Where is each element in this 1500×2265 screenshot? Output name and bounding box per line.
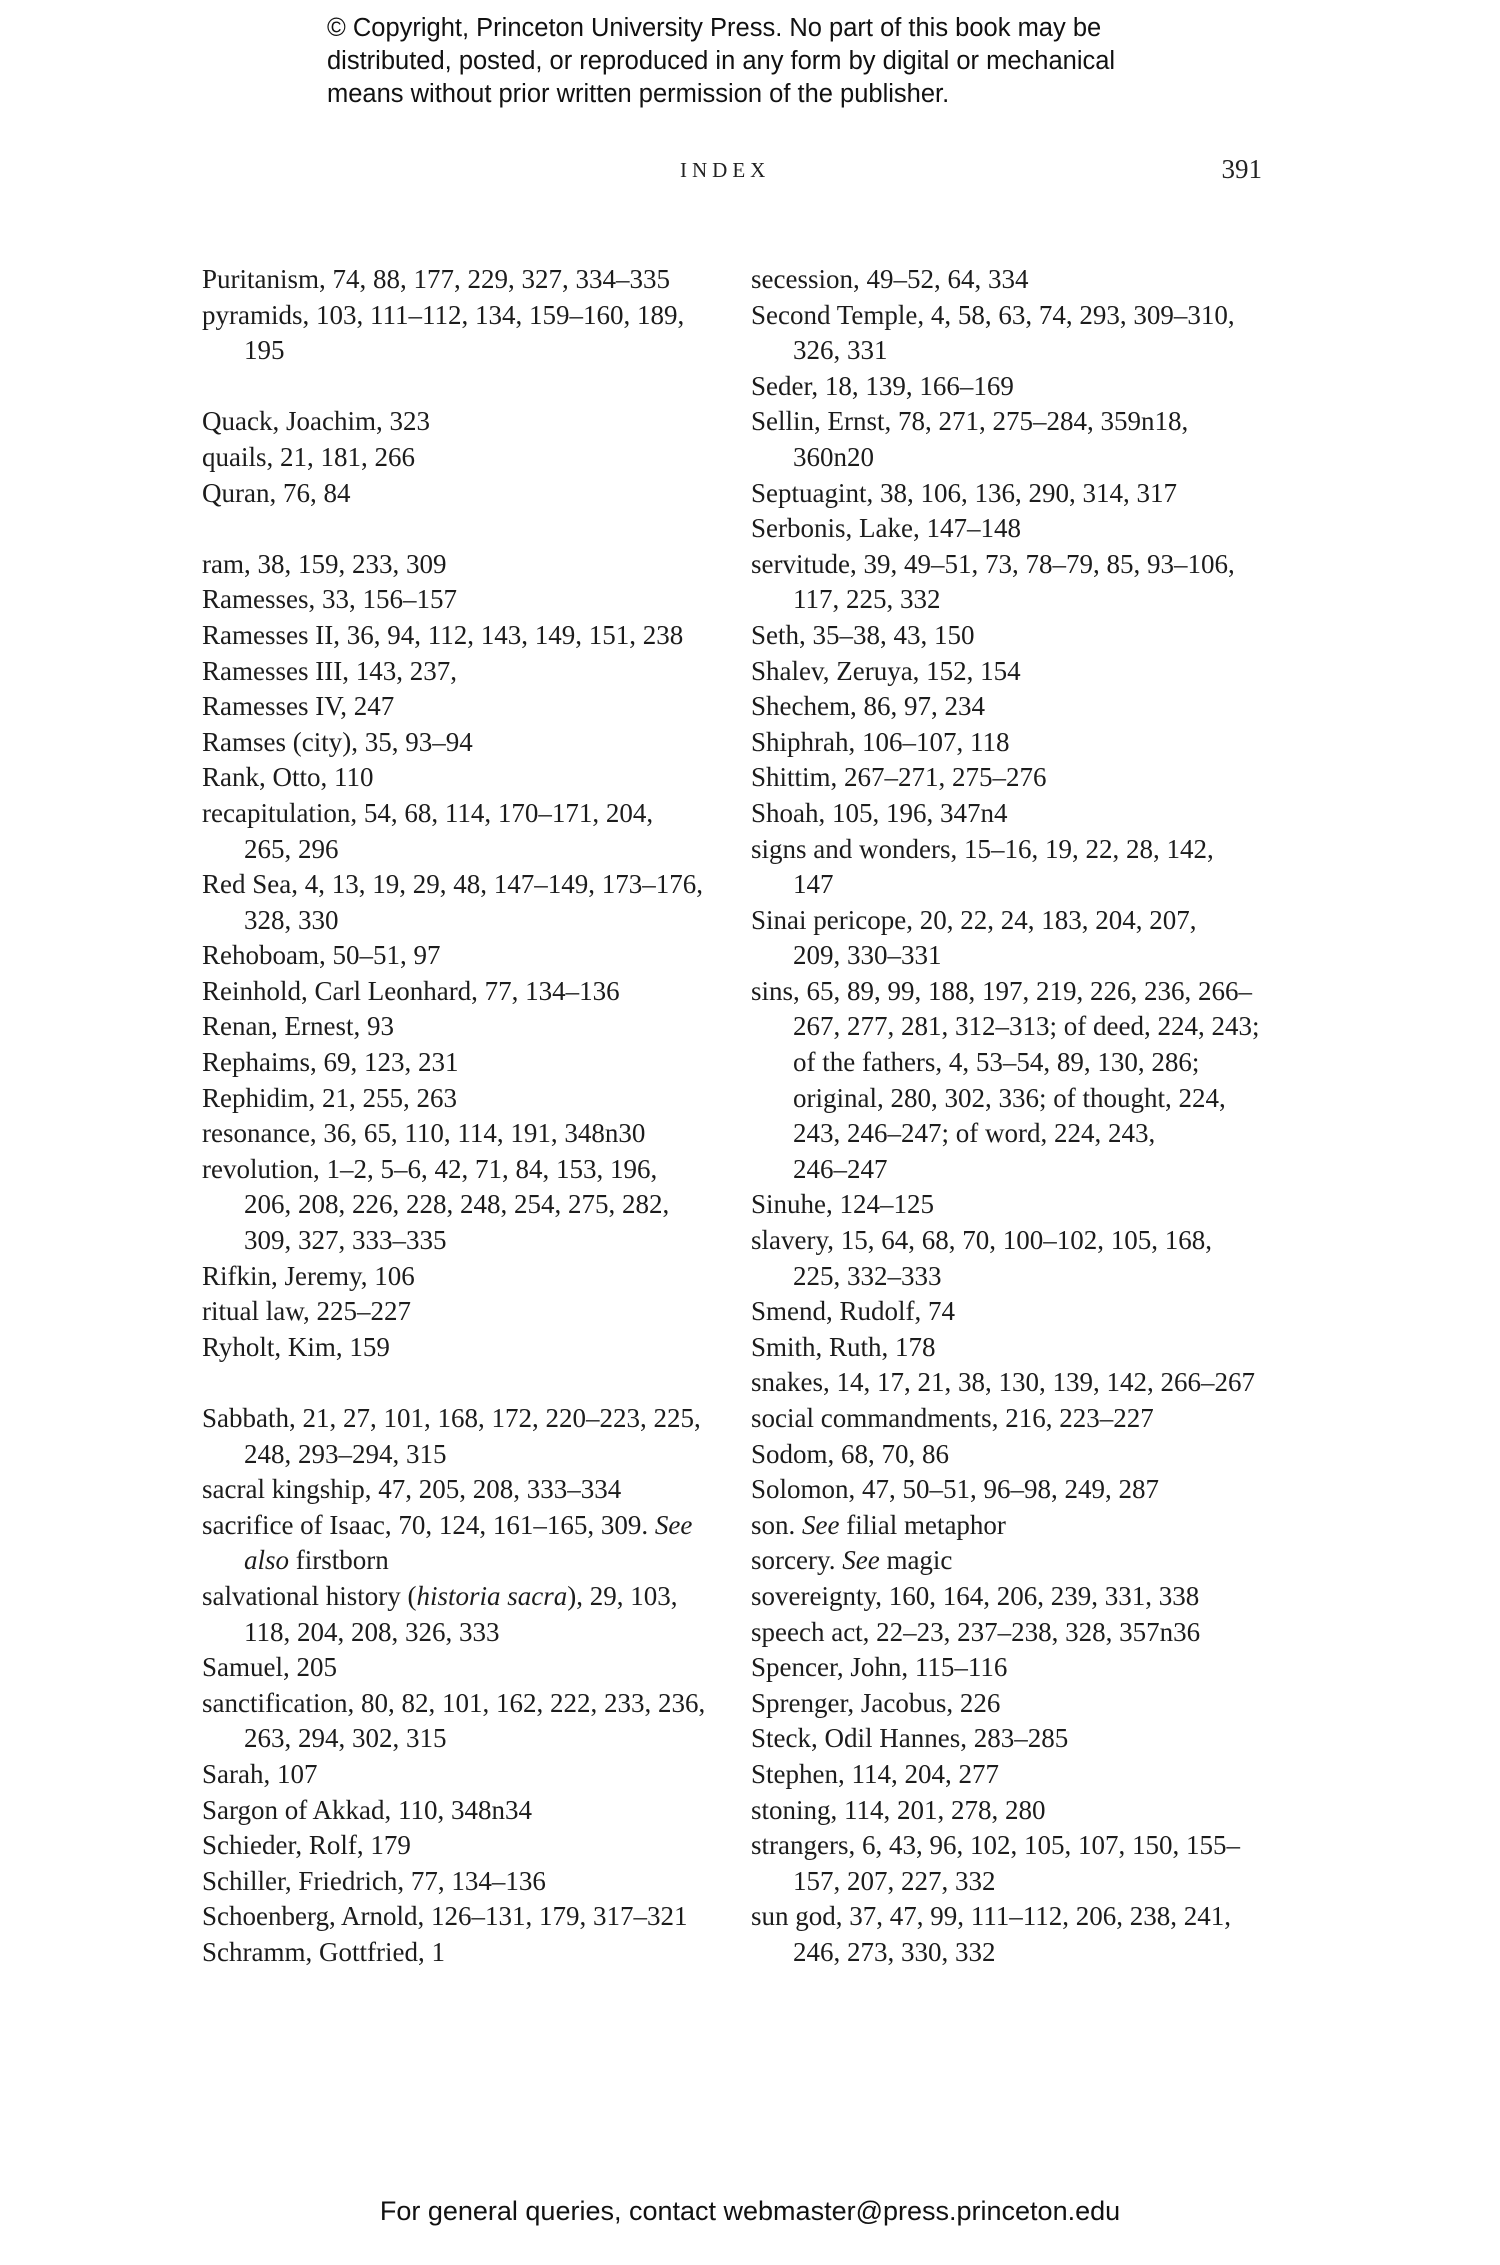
index-text: Sinai pericope, 20, 22, 24, 183, 204, 207,	[751, 904, 1197, 935]
index-text: Schieder, Rolf, 179	[202, 1830, 411, 1861]
index-entry	[202, 1579, 722, 1650]
index-entry-line	[202, 1935, 722, 1971]
index-text: secession, 49–52, 64, 334	[751, 264, 1029, 294]
index-entry-line	[202, 760, 722, 796]
index-entry	[751, 1330, 1296, 1366]
index-entry-continuation	[751, 440, 1296, 476]
index-text: 328, 330	[244, 904, 339, 935]
index-entry-continuation	[202, 1721, 722, 1757]
index-entry-line	[751, 654, 1296, 690]
index-column-left	[202, 262, 722, 1971]
index-entry-line	[751, 476, 1296, 512]
index-entry-line	[751, 1615, 1296, 1651]
index-entry-line	[751, 974, 1296, 1010]
index-text: Ramesses, 33, 156–157	[202, 584, 457, 615]
index-entry-line	[751, 618, 1296, 654]
index-entry-continuation	[202, 1543, 722, 1579]
index-text: 248, 293–294, 315	[244, 1438, 447, 1469]
index-text: Schiller, Friedrich, 77, 134–136	[202, 1865, 546, 1896]
index-entry	[751, 1437, 1296, 1473]
index-entry-line	[751, 404, 1296, 440]
index-text: Ramesses II, 36, 94, 112, 143, 149, 151, 238	[202, 619, 684, 650]
index-entry-line	[751, 1294, 1296, 1330]
index-text: Steck, Odil Hannes, 283–285	[751, 1723, 1069, 1754]
index-entry-line	[202, 298, 722, 334]
index-entry-continuation	[202, 903, 722, 939]
index-entry-line	[751, 689, 1296, 725]
index-text: 157, 207, 227, 332	[793, 1865, 996, 1896]
copyright-line: distributed, posted, or reproduced in any form by digital or mechanical	[327, 47, 1116, 75]
index-entry-line	[202, 796, 722, 832]
index-text: 267, 277, 281, 312–313; of deed, 224, 243;	[793, 1011, 1260, 1042]
index-entry	[751, 1793, 1296, 1829]
index-entry	[751, 903, 1296, 974]
index-entry-continuation	[751, 867, 1296, 903]
index-column-right	[751, 262, 1296, 1971]
index-text: 309, 327, 333–335	[244, 1225, 447, 1256]
index-text: Sprenger, Jacobus, 226	[751, 1687, 1001, 1718]
index-entry-line	[202, 1828, 722, 1864]
index-entry-line	[202, 547, 722, 583]
index-text: sun god, 37, 47, 99, 111–112, 206, 238, 241,	[751, 1901, 1232, 1932]
index-text: 243, 246–247; of word, 224, 243,	[793, 1118, 1156, 1149]
index-text: Sabbath, 21, 27, 101, 168, 172, 220–223, 225,	[202, 1403, 701, 1433]
page-number: 391	[1221, 154, 1262, 184]
index-entry	[202, 974, 722, 1010]
index-text: 147	[793, 869, 834, 900]
index-text: 326, 331	[793, 335, 888, 366]
index-text: Rephaims, 69, 123, 231	[202, 1047, 459, 1078]
index-italic-text: See	[842, 1545, 880, 1576]
index-entry	[751, 476, 1296, 512]
index-text: sacral kingship, 47, 205, 208, 333–334	[202, 1474, 622, 1505]
index-text: Septuagint, 38, 106, 136, 290, 314, 317	[751, 477, 1177, 508]
index-entry-line	[751, 1899, 1296, 1935]
index-text: slavery, 15, 64, 68, 70, 100–102, 105, 168,	[751, 1225, 1212, 1256]
index-entry	[202, 440, 722, 476]
index-entry	[751, 1187, 1296, 1223]
index-entry	[202, 476, 722, 512]
index-entry-line	[751, 903, 1296, 939]
index-entry	[751, 1543, 1296, 1579]
index-entry	[202, 1828, 722, 1864]
index-text: Shoah, 105, 196, 347n4	[751, 797, 1008, 828]
index-entry	[202, 618, 722, 654]
index-entry-line	[751, 1365, 1296, 1401]
index-entry	[751, 511, 1296, 547]
index-entry-continuation	[202, 1615, 722, 1651]
index-entry-line	[751, 262, 1296, 298]
index-entry	[202, 1116, 722, 1152]
copyright-line: © Copyright, Princeton University Press. No part of this book may be	[327, 14, 1102, 42]
index-entry	[751, 1223, 1296, 1294]
index-entry-line	[202, 725, 722, 761]
index-entry	[751, 760, 1296, 796]
index-entry	[202, 1152, 722, 1259]
index-entry	[202, 1472, 722, 1508]
index-text: revolution, 1–2, 5–6, 42, 71, 84, 153, 196,	[202, 1153, 658, 1184]
index-text: Quack, Joachim, 323	[202, 406, 430, 437]
index-text: pyramids, 103, 111–112, 134, 159–160, 189,	[202, 299, 685, 330]
index-entry-line	[751, 725, 1296, 761]
index-text: Serbonis, Lake, 147–148	[751, 513, 1021, 544]
index-entry	[751, 1686, 1296, 1722]
index-text: resonance, 36, 65, 110, 114, 191, 348n30	[202, 1118, 646, 1149]
index-entry-line	[202, 1899, 722, 1935]
index-entry-line	[202, 1757, 722, 1793]
index-entry-line	[751, 1472, 1296, 1508]
index-text: firstborn	[289, 1545, 389, 1576]
index-entry	[202, 1045, 722, 1081]
index-text: 225, 332–333	[793, 1260, 942, 1291]
index-text: Rephidim, 21, 255, 263	[202, 1082, 457, 1113]
index-text: sacrifice of Isaac, 70, 124, 161–165, 309.	[202, 1509, 655, 1540]
index-text: Sinuhe, 124–125	[751, 1189, 935, 1220]
index-entry-continuation	[751, 1152, 1296, 1188]
index-entry	[202, 796, 722, 867]
index-entry-continuation	[751, 1081, 1296, 1117]
index-entry-line	[202, 654, 722, 690]
copyright-line: means without prior written permission of the publisher.	[327, 80, 950, 108]
index-text: Stephen, 114, 204, 277	[751, 1758, 999, 1789]
index-entry	[202, 1081, 722, 1117]
index-entry-continuation	[202, 832, 722, 868]
copyright-notice	[327, 12, 1227, 111]
index-entry	[751, 1615, 1296, 1651]
index-text: Shiphrah, 106–107, 118	[751, 726, 1010, 757]
index-entry	[751, 547, 1296, 618]
index-entry-line	[751, 832, 1296, 868]
index-entry-line	[751, 511, 1296, 547]
index-text: Ryholt, Kim, 159	[202, 1331, 390, 1362]
index-entry	[751, 1472, 1296, 1508]
index-entry-line	[202, 1009, 722, 1045]
index-text: signs and wonders, 15–16, 19, 22, 28, 142,	[751, 833, 1214, 864]
index-entry-line	[202, 689, 722, 725]
index-text: Second Temple, 4, 58, 63, 74, 293, 309–310,	[751, 299, 1235, 330]
index-entry-line	[202, 1045, 722, 1081]
index-entry-continuation	[202, 333, 722, 369]
index-entry-line	[202, 1152, 722, 1188]
index-text: Schramm, Gottfried, 1	[202, 1936, 445, 1967]
index-text: 195	[244, 335, 285, 366]
index-entry	[751, 796, 1296, 832]
index-entry	[202, 1864, 722, 1900]
index-entry-continuation	[202, 1437, 722, 1473]
index-entry	[751, 1650, 1296, 1686]
index-entry	[202, 298, 722, 369]
index-text: 246, 273, 330, 332	[793, 1936, 996, 1967]
index-entry-line	[202, 618, 722, 654]
index-entry-line	[202, 1330, 722, 1366]
index-entry-line	[751, 1508, 1296, 1544]
index-text: Ramesses III, 143, 237,	[202, 655, 457, 686]
index-entry	[751, 689, 1296, 725]
index-entry	[202, 1508, 722, 1579]
index-text: ritual law, 225–227	[202, 1296, 411, 1327]
index-entry-line	[202, 440, 722, 476]
index-entry-line	[202, 1401, 722, 1437]
index-text: Seder, 18, 139, 166–169	[751, 370, 1014, 401]
index-entry	[202, 760, 722, 796]
index-entry-line	[751, 1223, 1296, 1259]
index-text: Rank, Otto, 110	[202, 762, 374, 793]
index-entry-line	[202, 938, 722, 974]
index-italic-text: historia sacra	[416, 1580, 568, 1611]
index-text: social commandments, 216, 223–227	[751, 1403, 1154, 1433]
index-entry	[751, 298, 1296, 369]
index-text: Samuel, 205	[202, 1652, 337, 1683]
index-entry	[202, 1686, 722, 1757]
index-entry-line	[202, 1259, 722, 1295]
index-entry	[751, 654, 1296, 690]
index-entry	[751, 1365, 1296, 1401]
index-entry-line	[751, 1721, 1296, 1757]
index-text: recapitulation, 54, 68, 114, 170–171, 204,	[202, 797, 654, 828]
index-entry-line	[202, 476, 722, 512]
index-entry-line	[202, 582, 722, 618]
index-entry-line	[202, 1472, 722, 1508]
index-entry	[202, 654, 722, 690]
index-text: ), 29, 103,	[567, 1580, 678, 1611]
index-entry	[202, 1899, 722, 1935]
index-entry-continuation	[751, 1116, 1296, 1152]
index-text: speech act, 22–23, 237–238, 328, 357n36	[751, 1616, 1201, 1647]
index-entry	[202, 262, 722, 298]
index-entry	[202, 1259, 722, 1295]
index-entry-continuation	[751, 1009, 1296, 1045]
index-text: quails, 21, 181, 266	[202, 441, 415, 472]
index-text: salvational history (	[202, 1580, 417, 1611]
index-entry-line	[202, 404, 722, 440]
index-entry-line	[202, 1508, 722, 1544]
index-text: snakes, 14, 17, 21, 38, 130, 139, 142, 266–267	[751, 1367, 1255, 1398]
index-entry-line	[751, 1437, 1296, 1473]
index-italic-text: See	[802, 1509, 840, 1540]
index-text: sins, 65, 89, 99, 188, 197, 219, 226, 236, 266–	[751, 975, 1253, 1006]
index-entry	[202, 547, 722, 583]
index-text: 246–247	[793, 1153, 888, 1184]
index-entry	[202, 867, 722, 938]
index-text: strangers, 6, 43, 96, 102, 105, 107, 150, 155–	[751, 1830, 1240, 1861]
index-entry-continuation	[751, 938, 1296, 974]
index-entry-line	[751, 298, 1296, 334]
index-entry	[751, 369, 1296, 405]
index-entry	[202, 1793, 722, 1829]
index-text: Reinhold, Carl Leonhard, 77, 134–136	[202, 975, 620, 1006]
index-text: Ramesses IV, 247	[202, 691, 395, 722]
index-text: ram, 38, 159, 233, 309	[202, 548, 447, 579]
index-entry-line	[751, 1686, 1296, 1722]
index-text: 265, 296	[244, 833, 339, 864]
index-entry-continuation	[202, 1187, 722, 1223]
index-entry	[751, 262, 1296, 298]
index-text: Spencer, John, 115–116	[751, 1652, 1008, 1683]
index-entry-line	[202, 1081, 722, 1117]
index-entry	[751, 1899, 1296, 1970]
index-entry-line	[202, 1864, 722, 1900]
index-text: Sarah, 107	[202, 1758, 318, 1789]
index-text: Sodom, 68, 70, 86	[751, 1438, 950, 1469]
index-entry	[751, 404, 1296, 475]
index-text: sanctification, 80, 82, 101, 162, 222, 233, 236,	[202, 1687, 706, 1718]
index-entry-line	[202, 1294, 722, 1330]
index-entry-line	[202, 1686, 722, 1722]
index-entry-continuation	[751, 333, 1296, 369]
index-entry-line	[202, 262, 722, 298]
index-entry	[751, 1757, 1296, 1793]
index-entry-line	[751, 1793, 1296, 1829]
index-entry	[751, 1721, 1296, 1757]
running-head: INDEX	[680, 158, 771, 182]
index-entry-line	[751, 1187, 1296, 1223]
index-entry-line	[751, 796, 1296, 832]
index-entry	[202, 1401, 722, 1472]
index-text: of the fathers, 4, 53–54, 89, 130, 286;	[793, 1047, 1200, 1078]
index-entry-continuation	[751, 1864, 1296, 1900]
index-entry-line	[751, 1543, 1296, 1579]
index-entry-continuation	[751, 582, 1296, 618]
index-entry-line	[751, 1650, 1296, 1686]
index-entry-line	[202, 867, 722, 903]
index-entry-line	[751, 1828, 1296, 1864]
index-entry-line	[751, 1330, 1296, 1366]
index-entry	[202, 1009, 722, 1045]
index-text: 209, 330–331	[793, 940, 942, 971]
index-entry-line	[751, 547, 1296, 583]
index-text: Sargon of Akkad, 110, 348n34	[202, 1794, 532, 1825]
index-text: 263, 294, 302, 315	[244, 1723, 447, 1754]
index-text: Seth, 35–38, 43, 150	[751, 619, 975, 650]
index-entry-continuation	[751, 1259, 1296, 1295]
index-text: Ramses (city), 35, 93–94	[202, 726, 473, 757]
index-entry-continuation	[751, 1045, 1296, 1081]
index-text: Solomon, 47, 50–51, 96–98, 249, 287	[751, 1474, 1160, 1505]
index-entry	[751, 974, 1296, 1188]
index-entry-line	[202, 974, 722, 1010]
index-text: Rehoboam, 50–51, 97	[202, 940, 441, 971]
index-text: stoning, 114, 201, 278, 280	[751, 1794, 1046, 1825]
index-entry	[751, 1508, 1296, 1544]
index-entry-line	[751, 760, 1296, 796]
index-entry-line	[751, 369, 1296, 405]
index-text: sovereignty, 160, 164, 206, 239, 331, 338	[751, 1580, 1200, 1611]
index-text: Smend, Rudolf, 74	[751, 1296, 956, 1327]
index-entry	[202, 582, 722, 618]
index-entry	[202, 938, 722, 974]
index-entry-line	[202, 1116, 722, 1152]
index-entry	[751, 725, 1296, 761]
index-entry	[751, 1579, 1296, 1615]
index-entry-line	[751, 1579, 1296, 1615]
index-entry-line	[751, 1401, 1296, 1437]
index-text: Quran, 76, 84	[202, 477, 351, 508]
index-text: Rifkin, Jeremy, 106	[202, 1260, 415, 1291]
index-entry	[751, 618, 1296, 654]
index-text: Smith, Ruth, 178	[751, 1331, 936, 1362]
index-italic-text: See	[654, 1509, 693, 1540]
index-entry-continuation	[751, 1935, 1296, 1971]
index-text: Shalev, Zeruya, 152, 154	[751, 655, 1021, 686]
index-text: 118, 204, 208, 326, 333	[244, 1616, 500, 1647]
footer-contact: For general queries, contact webmaster@press.princeton.edu	[379, 2196, 1121, 2226]
index-text: 117, 225, 332	[793, 584, 941, 615]
index-text: Shechem, 86, 97, 234	[751, 691, 985, 722]
index-text: Renan, Ernest, 93	[202, 1011, 394, 1042]
index-italic-text: also	[244, 1545, 290, 1576]
index-text: Red Sea, 4, 13, 19, 29, 48, 147–149, 173–176,	[202, 869, 703, 900]
index-text: magic	[879, 1545, 953, 1576]
index-entry	[202, 1650, 722, 1686]
index-entry	[751, 1401, 1296, 1437]
index-entry	[202, 404, 722, 440]
index-text: servitude, 39, 49–51, 73, 78–79, 85, 93–106,	[751, 548, 1235, 579]
index-entry	[202, 1294, 722, 1330]
index-entry-continuation	[202, 1223, 722, 1259]
index-text: 206, 208, 226, 228, 248, 254, 275, 282,	[244, 1189, 670, 1220]
index-entry-line	[202, 1579, 722, 1615]
index-text: sorcery.	[751, 1545, 843, 1576]
index-entry-line	[202, 1650, 722, 1686]
index-entry	[751, 1294, 1296, 1330]
index-text: Schoenberg, Arnold, 126–131, 179, 317–321	[202, 1901, 688, 1932]
index-text: Sellin, Ernst, 78, 271, 275–284, 359n18,	[751, 406, 1189, 437]
index-entry-line	[751, 1757, 1296, 1793]
index-entry	[751, 1828, 1296, 1899]
index-entry	[202, 1330, 722, 1366]
index-text: Shittim, 267–271, 275–276	[751, 762, 1047, 793]
index-entry	[202, 725, 722, 761]
index-text: original, 280, 302, 336; of thought, 224,	[793, 1082, 1226, 1113]
index-entry	[202, 689, 722, 725]
index-entry-line	[202, 1793, 722, 1829]
index-entry	[202, 1935, 722, 1971]
index-text: son.	[751, 1509, 803, 1540]
index-text: Puritanism, 74, 88, 177, 229, 327, 334–335	[202, 264, 671, 294]
index-text: 360n20	[793, 441, 874, 472]
index-entry	[751, 832, 1296, 903]
index-text: filial metaphor	[839, 1509, 1006, 1540]
index-entry	[202, 1757, 722, 1793]
